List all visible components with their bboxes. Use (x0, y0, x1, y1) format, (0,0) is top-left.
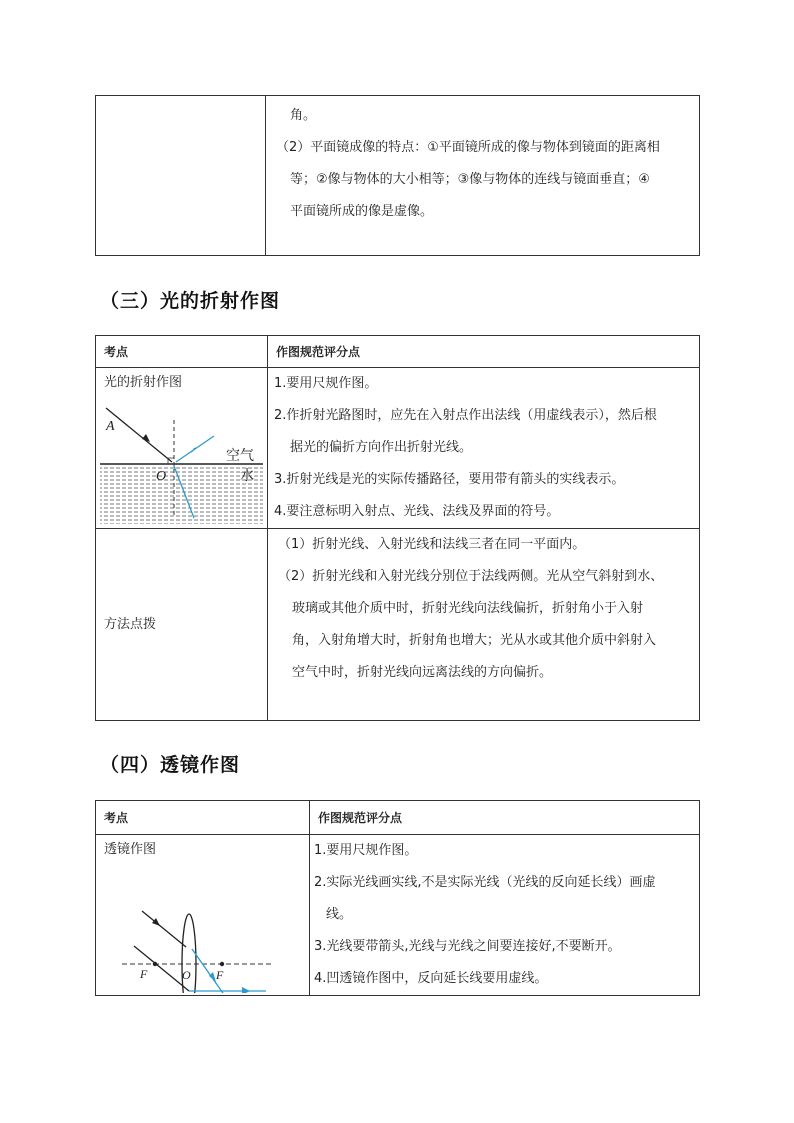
text-line: 等；②像与物体的大小相等；③像与物体的连线与镜面垂直；④ (290, 172, 650, 187)
text-line: 玻璃或其他介质中时，折射光线向法线偏折，折射角小于入射 (292, 601, 644, 616)
mirror-right-cell (266, 96, 700, 256)
mirror-table (95, 95, 700, 256)
label-water: 水 (240, 467, 254, 483)
col-header-criteria: 作图规范评分点 (310, 801, 700, 835)
refraction-table (95, 335, 700, 721)
label-air: 空气 (226, 447, 254, 463)
method-topic-cell (96, 529, 268, 721)
focus-point-left (153, 962, 157, 966)
ray-refracted (192, 949, 232, 993)
col-header-topic: 考点 (96, 801, 310, 835)
reflected-arrow (191, 447, 198, 453)
label-o: O (182, 968, 191, 982)
text-line: （2）平面镜成像的特点：①平面镜所成的像与物体到镜面的距离相 (276, 140, 660, 155)
refracted-ray-arrow (209, 972, 216, 982)
text-line: 线。 (326, 907, 353, 922)
refraction-topic-cell (96, 368, 268, 529)
water-area (100, 464, 263, 524)
lens-diagram (98, 863, 308, 993)
focus-point-right (220, 962, 224, 966)
lens-criteria-cell (310, 835, 700, 996)
text-line: 4.要注意标明入射点、光线、法线及界面的符号。 (274, 504, 560, 519)
refraction-criteria-cell (268, 368, 700, 529)
text-line: 据光的偏折方向作出折射光线。 (290, 440, 473, 455)
ray-incident-upper (142, 911, 186, 947)
col-header-topic: 考点 (96, 336, 268, 368)
lens-topic-cell (96, 835, 310, 996)
method-topic-label: 方法点拨 (104, 616, 157, 632)
text-line: （2）折射光线和入射光线分别位于法线两侧。光从空气斜射到水、 (278, 569, 664, 584)
refraction-diagram (98, 398, 268, 526)
mirror-left-cell (96, 96, 266, 256)
section-title-refraction: （三）光的折射作图 (100, 290, 281, 312)
section-title-lens: （四）透镜作图 (100, 754, 241, 776)
incident-ray (106, 408, 172, 462)
text-line: 3.光线要带箭头,光线与光线之间要连接好,不要断开。 (314, 939, 621, 954)
text-line: （1）折射光线、入射光线和法线三者在同一平面内。 (278, 537, 586, 552)
lens-topic-label: 透镜作图 (104, 842, 157, 857)
text-line: 1.要用尺规作图。 (274, 376, 378, 391)
parallel-ray-arrow (242, 987, 250, 993)
label-o: O (156, 469, 167, 484)
text-line: 4.凹透镜作图中，反向延长线要用虚线。 (314, 971, 548, 986)
lens-table (95, 800, 700, 996)
label-f-left: F (140, 967, 148, 981)
refraction-topic-label: 光的折射作图 (104, 375, 183, 390)
col-header-criteria: 作图规范评分点 (268, 336, 700, 368)
text-line: 空气中时，折射光线向远离法线的方向偏折。 (292, 665, 553, 680)
text-line: 平面镜所成的像是虚像。 (290, 204, 434, 219)
text-line: 1.要用尺规作图。 (314, 843, 418, 858)
text-line: 2.作折射光路图时，应先在入射点作出法线（用虚线表示），然后根 (274, 408, 657, 423)
text-line: 角。 (290, 108, 317, 123)
text-line: 3.折射光线是光的实际传播路径，要用带有箭头的实线表示。 (274, 472, 625, 487)
upper-ray-arrow (152, 918, 160, 926)
label-f-right: F (216, 968, 224, 982)
method-criteria-cell (268, 529, 700, 721)
label-a: A (106, 419, 115, 434)
text-line: 2.实际光线画实线,不是实际光线（光线的反向延长线）画虚 (314, 875, 656, 890)
text-line: 角，入射角增大时，折射角也增大；光从水或其他介质中斜射入 (292, 633, 657, 648)
